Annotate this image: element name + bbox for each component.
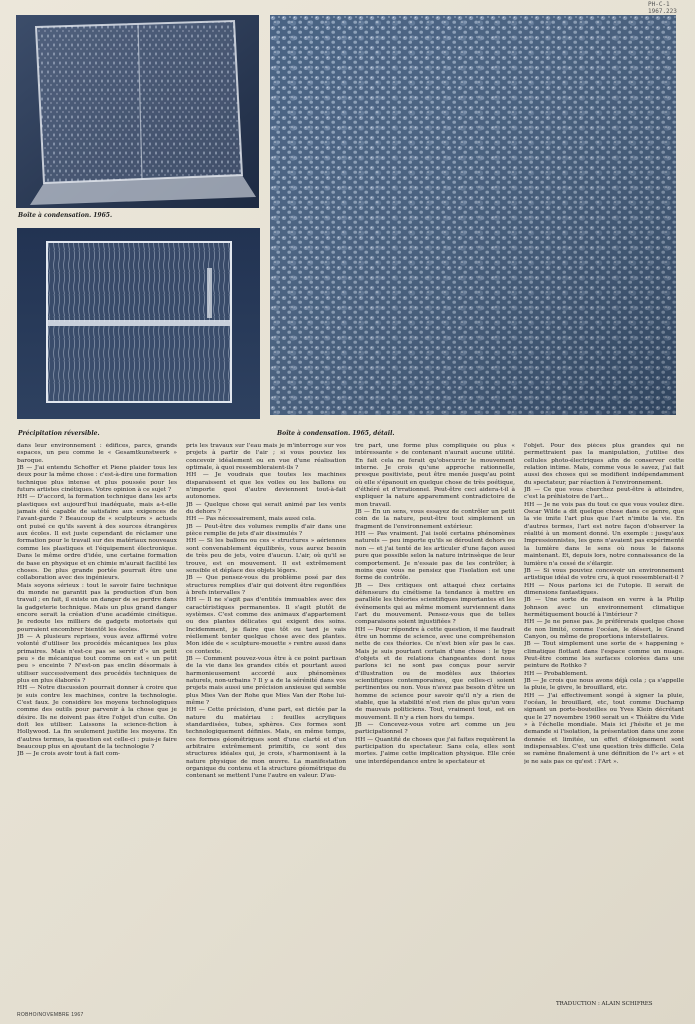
text-column-3-content: tre part, une forme plus compliquée ou plus « intéressante » de contenant n'aurait aucune utilité. En fait cela ne ferait qu'obscurcir le mouvement interne. Je crois qu'une approche rationnelle, presque positiviste, peut être menée jusqu'au point où elle s'épanouit en quelque chose de très poétique, d'éthéré et d'irrationnel. Peut-être ceci aidera-t-il à expliquer la nature apparemment contradictoire de mon travail. JB — En un sens, vous essayez de contrôler un petit coin de la nature, peut-être tout simplement un fragment de l'environnement extérieur. HH — Pas vraiment. J'ai isolé certains phénomènes naturels — peu importe qu'ils se déroulent dehors ou non — et j'ai tenté de les articuler d'une façon aussi pure que possible selon la nature intrinsèque de leur comportement. Je n'essaie pas de les contrôler, à moins que vous ne pensiez que l'isolation est une forme de contrôle. JB — Des critiques ont attaqué chez certains défenseurs du cinétisme la tendance à mettre en parallèle les théories scientifiques importantes et les événements qui au même moment surviennent dans l'art du mouvement. Pensez-vous que de telles comparaisons soient injustifiées ? HH — Pour répondre à cette question, il me faudrait être un homme de science, avec une compréhension nette de ces théories. Ce n'est bien sûr pas le cas. Mais je suis pourtant certain d'une chose : le type d'objets et de relations changeantes dont nous parlons ici ne sont pas conçus pour servir d'illustration ou de modèles aux théories scientifiques contemporaines, que celles-ci soient pertinentes ou non. Vous n'avez pas besoin d'être un homme de science pour savoir qu'il n'y a rien de stable, que la stabilité n'est rien de plus qu'un vœu de mauvais politiciens. Tout, vraiment tout, est en mouvement. Il n'y a rien hors du temps. JB — Concevez-vous votre art comme un jeu participationnel ? HH — Quantité de choses que j'ai faites requièrent la participation du spectateur. Sans cela, elles sont mortes. J'aime cette implication physique. Elle crée une interdépendance entre le spectateur et [355,443,515,765]
page-footer: ROBHO/NOVEMBRE 1967 [17,1012,84,1018]
text-column-1 [17,443,177,1011]
text-column-4 [524,443,684,999]
photo-condensation-box-image [16,15,259,208]
photo-reversible-precipitation-image [17,228,260,419]
photo-reversible-precipitation [17,228,260,419]
text-column-2-content: pris les travaux sur l'eau mais je m'interroge sur vos projets à partir de l'air ; si vous pouviez les concevoir idéalement ou en vue d'une réalisation optimale, à quoi ressembleraient-ils ? HH — Je voudrais que toutes les machines disparaissent et que les voiles ou les ballons ou n'importe quoi d'autre deviennent tout-à-fait autonomes. JB — Quelque chose qui serait animé par les vents du dehors ? HH — Pas nécessairement, mais aussi cela. JB — Peut-être des volumes remplis d'air dans une pièce remplie de jets d'air dissimulés ? HH — Si les ballons ou ces « structures » aériennes sont convenablement équilibrés, vous aurez besoin de très peu de jets, voire d'aucun. L'air, où qu'il se trouve, est en mouvement. Il est extrêmement sensible et déplace des objets légers. JB — Que pensez-vous du problème posé par des structures remplies d'air qui doivent être regonflées à brefs intervalles ? HH — Il ne s'agit pas d'entités immuables avec des caractéristiques permanentes. Il s'agit plutôt de systèmes. C'est comme des animaux d'appartement ou des plantes délicates qui exigent des soins. Incidemment, je flaire que tôt ou tard je vais réellement tenter quelque chose avec des plantes. Mon idée de « sculpture-mouette » rentre aussi dans ce contexte. JB — Comment pouvez-vous être à ce point partisan de la vie dans les grandes cités et pourtant aussi harmonieusement accordé aux phénomènes naturels, non-urbains ? Il y a de la sérénité dans vos projets mais aussi une précision anxieuse qui semble plus Mies Van der Rohe que Mies Van der Rohe lui-même ? HH — Cette précision, d'une part, est dictée par la nature du matériau : feuilles acryliques standardisées, tubes, sphères. Ces formes sont technologiquement définies. Mais, en même temps, ces formes géométriques sont d'une clarté et d'un arbitraire extrêmement primitifs, ce sont des structures idéales qui, je crois, s'harmonisent à la nature physique de mon œuvre. La manifestation organique du contenu et la structure géométrique du contenant se mettent l'une l'autre en valeur. D'au- [186,443,346,780]
archive-stamp-line-2: 1967.223 [648,7,677,15]
text-column-2 [186,443,346,1011]
translation-credit: TRADUCTION : ALAIN SCHIFRES [556,1001,653,1007]
photo-condensation-detail-image [270,15,676,415]
text-column-1-content: dans leur environnement : édifices, parcs, grands espaces, un peu comme le « Gesamtkunstwerk » baroque. JB — J'ai entendu Schoffer et Piene plaider tous les deux pour la même chose : c'est-à-dire une formation technique plus intense et plus poussée pour les futurs artistes cinétiques. Votre opinion à ce sujet ? HH — D'accord, la formation technique dans les arts plastiques est aujourd'hui inadéquate, mais a-t-elle jamais été capable de satisfaire aux exigences de l'avant-garde ? Beaucoup de « sculpteurs » actuels ont puisé ce qu'ils savent à des sources étrangères aux écoles. Il est juste cependant de réclamer une formation pour le travail sur des matériaux nouveaux comme les plastiques et l'équipement électronique. Dans le même ordre d'idée, une certaine formation de base en physique et en chimie m'aurait facilité les choses. De plus grande portée pourrait être une collaboration avec des ingénieurs. Mais soyons sérieux : tout le savoir faire technique du monde ne garantit pas la production d'un bon travail ; en fait, il existe un danger de se perdre dans la gadgeterie technique. Mais un plus grand danger encore serait la création d'une académie cinétique. Je redoute les milliers de gadgets motorisés qui pourraient encombrer bientôt les écoles. JB — A plusieurs reprises, vous avez affirmé votre volonté d'utiliser les procédés mécaniques les plus primaires. Mais n'est-ce pas se servir d'« un petit peu » de mécanique tout comme on est « un petit peu » enceinte ? N'est-on pas enclin désormais à utiliser successivement des procédés techniques de plus en plus élaborés ? HH — Notre discussion pourrait donner à croire que je suis contre les machines, contre la technologie. C'est faux. Je considère les moyens technologiques comme des outils pour parvenir à la chose que je désire. Ils ne doivent pas être l'objet d'un culte. On doit les utiliser. Laissons la science-fiction à Hollywood. La fin seulement justifie les moyens. En d'autres termes, la question est celle-ci : puis-je faire beaucoup plus en ajoutant de la technologie ? JB — Je crois avoir tout à fait com- [17,443,177,758]
text-column-4-content: l'objet. Pour des pièces plus grandes qui ne permettraient pas la manipulation, j'utilise des cellules photo-électriques afin de conserver cette relation intime. Mais, comme vous le savez, j'ai fait aussi des choses qui se modifient indépendamment du spectateur, par réaction à l'environnement. JB — Ce que vous cherchez peut-être à atteindre, c'est la préhistoire de l'art... HH — Je ne vois pas du tout ce que vous voulez dire. Oscar Wilde a dit quelque chose dans ce genre, que la vie imite l'art plus que l'art n'imite la vie. En d'autres termes, l'art est notre façon d'observer la réalité à un moment donné. Un exemple : jusqu'aux Impressionnistes, les gens n'avaient pas expérimenté la lumière dans le sens où nous le faisons maintenant. Et, depuis lors, notre connaissance de la lumière n'a cessé de s'élargir. JB — Si vous pouviez concevoir un environnement artistique idéal de votre cru, à quoi ressemblerait-il ? HH — Nous parlons ici de l'utopie. Il serait de dimensions fantastiques. JB — Une sorte de maison en verre à la Philip Johnson avec un environnement climatique hermétiquement bouclé à l'intérieur ? HH — Je ne pense pas. Je préférerais quelque chose de non limité, comme l'océan, le désert, le Grand Canyon, ou même de proportions interstellaires. JB — Tout simplement une sorte de « happening » climatique flottant dans l'espace comme un nuage. Peut-être comme les surfaces colorées dans une peinture de Rothko ? HH — Probablement. JB — Je crois que nous avons déjà cela ; ça s'appelle la pluie, le givre, le brouillard, etc. HH — J'ai effectivement songé à signer la pluie, l'océan, le brouillard, etc, tout comme Duchamp signant un porte-bouteilles ou Yves Klein décrétant que le 27 novembre 1960 serait un « Théâtre du Vide » à l'échelle mondiale. Mais ici j'hésite et je me demande si l'isolation, la présentation dans une zone donnée et limitée, un effet d'éloignement sont indispensables. C'est une question très difficile. Cela se ramène finalement à une définition de l'« art » et je ne sais pas ce qu'est : l'Art ». [524,443,684,765]
photo3-caption: Boîte à condensation. 1965, détail. [277,430,395,437]
photo-condensation-box [16,15,259,208]
photo2-caption: Précipitation réversible. [18,430,100,437]
photo1-caption: Boîte à condensation. 1965. [18,212,113,219]
text-column-3 [355,443,515,1011]
archive-stamp [648,2,677,15]
archive-stamp-line-1: PH-C-1 [648,1,670,8]
photo-condensation-detail [270,15,676,415]
